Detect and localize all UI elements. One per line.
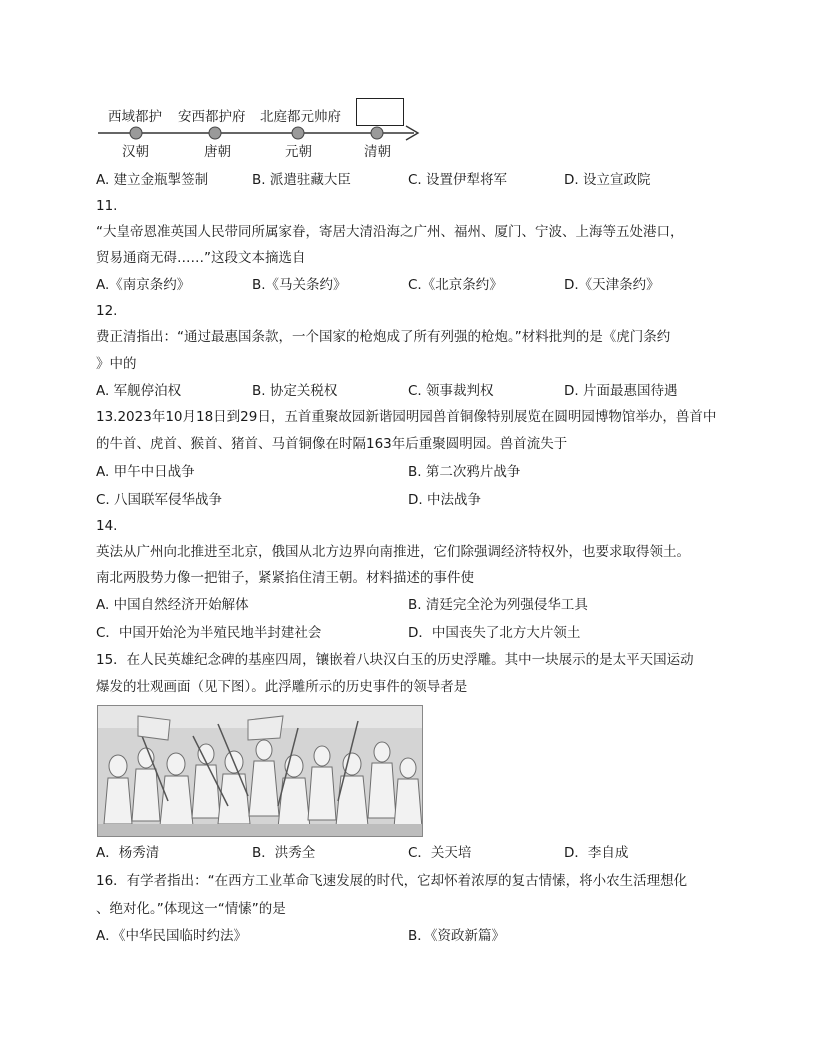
q10-option-b: B. 派遣驻藏大臣 [252,172,351,188]
q14-option-b: B. 清廷完全沦为列强侵华工具 [408,597,588,613]
timeline-label-beiting: 北庭都元帅府 [260,109,341,125]
q11-option-b: B.《马关条约》 [252,277,347,293]
q11-stem-line2: 贸易通商无碍……”这段文本摘选自 [96,250,306,266]
timeline-era-qing: 清朝 [364,144,391,160]
q16-stem-line2: 、绝对化。”体现这一“情愫”的是 [96,901,286,917]
q13-option-c: C. 八国联军侵华战争 [96,492,223,508]
q15-option-a: A．杨秀清 [96,845,160,861]
q13-option-d: D. 中法战争 [408,492,481,508]
q14-number: 14. [96,518,118,534]
q10-option-c: C. 设置伊犁将军 [408,172,508,188]
q15-stem-line2: 爆发的壮观画面（见下图）。此浮雕所示的历史事件的领导者是 [96,679,468,695]
timeline-era-yuan: 元朝 [285,144,312,160]
q12-option-a: A. 军舰停泊权 [96,383,182,399]
q10-option-d: D. 设立宣政院 [564,172,651,188]
timeline-label-anxi: 安西都护府 [178,109,246,125]
timeline-era-han: 汉朝 [122,144,149,160]
q12-option-b: B. 协定关税权 [252,383,338,399]
q16-option-b: B．《资政新篇》 [408,928,506,944]
q14-option-d: D．中国丧失了北方大片领土 [408,625,581,641]
q11-option-d: D.《天津条约》 [564,277,660,293]
q11-number: 11. [96,198,118,214]
q10-option-a: A. 建立金瓶掣签制 [96,172,209,188]
q15-option-b: B．洪秀全 [252,845,316,861]
q15-stem-line1: 15．在人民英雄纪念碑的基座四周，镶嵌着八块汉白玉的历史浮雕。其中一块展示的是太平天国运动 [96,652,694,668]
timeline-label-xiyu: 西域都护 [108,109,162,125]
q14-stem-line2: 南北两股势力像一把钳子，紧紧掐住清王朝。材料描述的事件使 [96,570,474,586]
q13-stem-line2: 的牛首、虎首、猴首、猪首、马首铜像在时隔163年后重聚圆明园。兽首流失于 [96,436,568,452]
timeline-era-tang: 唐朝 [204,144,231,160]
taiping-relief-image [97,705,423,837]
q11-option-a: A.《南京条约》 [96,277,191,293]
q13-option-b: B. 第二次鸦片战争 [408,464,521,480]
q13-stem-line1: 13.2023年10月18日到29日，五首重聚故园新谐园明园兽首铜像特别展览在圆明园博物馆举办，兽首中 [96,409,717,425]
q15-option-c: C．关天培 [408,845,472,861]
q14-option-c: C．中国开始沦为半殖民地半封建社会 [96,625,322,641]
q13-option-a: A. 甲午中日战争 [96,464,195,480]
q16-stem-line1: 16．有学者指出：“在西方工业革命飞速发展的时代，它却怀着浓厚的复古情愫，将小农生活理想化 [96,873,688,889]
relief-figures [98,706,422,836]
q11-stem-line1: “大皇帝恩准英国人民带同所属家眷，寄居大清沿海之广州、福州、厦门、宁波、上海等五处港口， [96,224,684,240]
q14-option-a: A. 中国自然经济开始解体 [96,597,249,613]
q12-number: 12. [96,303,118,319]
q12-stem-line1: 费正清指出：“通过最惠国条款，一个国家的枪炮成了所有列强的枪炮。”材料批判的是《虎门条约 [96,329,671,345]
q14-stem-line1: 英法从广州向北推进至北京，俄国从北方边界向南推进，它们除强调经济特权外，也要求取得领土。 [96,544,690,560]
q11-option-c: C.《北京条约》 [408,277,503,293]
q12-option-c: C. 领事裁判权 [408,383,494,399]
timeline-blank-box [356,98,404,126]
q12-option-d: D. 片面最惠国待遇 [564,383,678,399]
q12-stem-line2: 》中的 [96,356,137,372]
q15-option-d: D．李自成 [564,845,629,861]
q16-option-a: A．《中华民国临时约法》 [96,928,247,944]
